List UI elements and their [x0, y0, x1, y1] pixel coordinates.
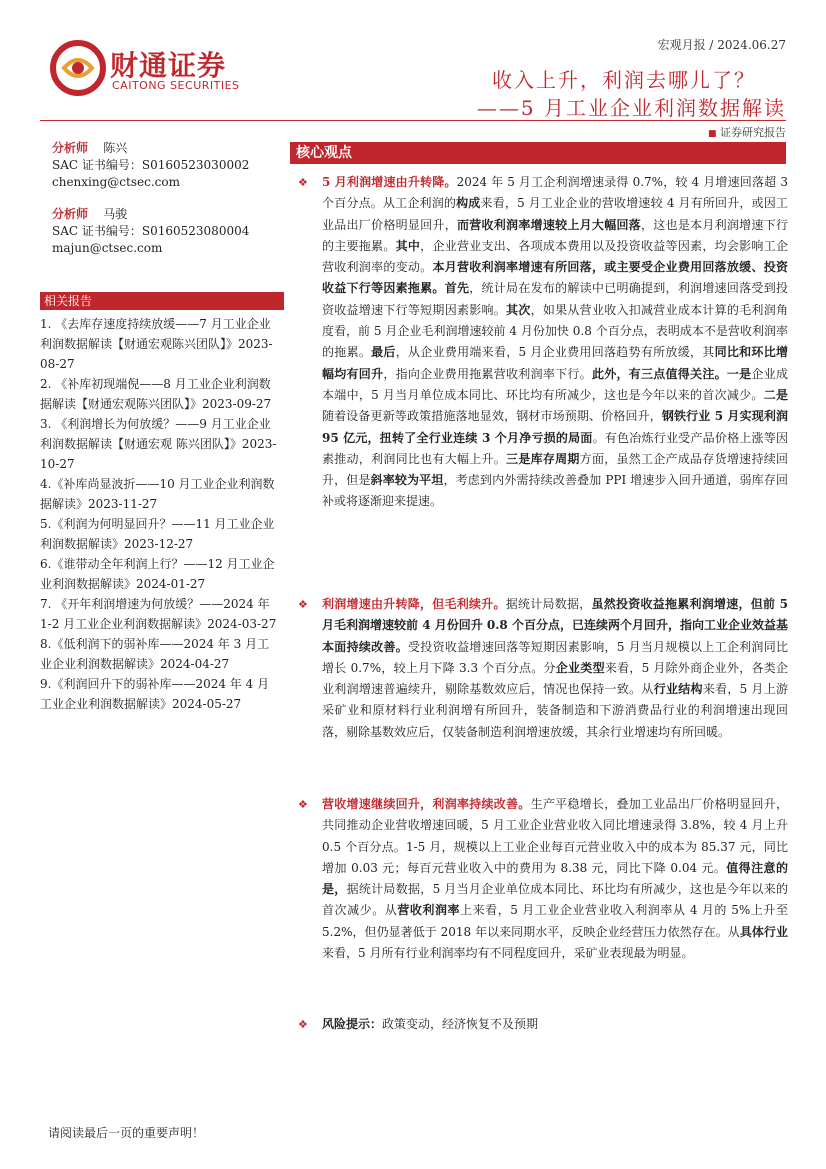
core-views-title: 核心观点	[290, 142, 786, 164]
list-item[interactable]: 2. 《补库初现端倪——8 月工业企业利润数据解读【财通宏观陈兴团队】》2023-09-27	[40, 377, 272, 411]
analyst-sac: SAC 证书编号：S0160523080004	[52, 224, 250, 238]
paragraph-emphasis: 营收利润率	[397, 903, 461, 918]
caitong-logo-icon	[50, 40, 106, 96]
paragraph-text: 来看，5 月上游采矿业和原材料行业利润增有所回升，装备制造和下游消费品行业的利润增速出现回落，剔除基数效应后，仅装备制造利润增速放缓，其余行业增速均有所回暖。	[322, 682, 788, 739]
paragraph-emphasis: 此外，有三点值得关注。一是	[591, 366, 752, 381]
list-item[interactable]: 3. 《利润增长为何放缓？——9 月工业企业利润数据解读【财通宏观 陈兴团队】》2023-10-27	[40, 417, 277, 471]
list-item[interactable]: 6.《谁带动全年利润上行？——12 月工业企业利润数据解读》2024-01-27	[40, 557, 275, 591]
paragraph-emphasis: 斜率较为平坦	[370, 473, 444, 488]
list-item[interactable]: 8.《低利润下的弱补库——2024 年 3 月工业企业利润数据解读》2024-04-27	[40, 637, 270, 671]
paragraph-text: 。有色冶炼行业受产品价格上涨等因素推动，利润同比也有大幅上升。	[322, 430, 788, 466]
analyst-sac: SAC 证书编号：S0160523030002	[52, 158, 250, 172]
diamond-bullet-icon: ❖	[298, 798, 308, 811]
logo-text-cn: 财通证券	[110, 49, 227, 82]
paragraph-text: 随着设备更新等政策措施落地显效，钢材市场预期、价格回升，	[322, 409, 662, 424]
paragraph-emphasis: 同比和环比增幅均有回升	[322, 345, 788, 381]
paragraph-emphasis: 虽然投资收益拖累利润增速，但前 5 月毛利润增速较前 4 月份回升 0.8 个百分点，已连续两个月回升，指向工业企业效益基本面持续改善。	[322, 597, 788, 654]
analyst-email[interactable]: chenxing@ctsec.com	[52, 175, 180, 189]
paragraph-text: 上来看，5 月工业企业营业收入利润率从 4 月的 5%上升至 5.2%，但仍显著低于 2018 年以来同期水平，反映企业经营压力依然存在。从	[322, 903, 788, 939]
paragraph-emphasis: 具体行业	[739, 924, 788, 939]
paragraph-text: 生产平稳增长，叠加工业品出厂价格明显回升，共同推动企业营收增速回暖，5 月工业企业营业收入同比增速录得 3.8%，较 4 月上升 0.5 个百分点。1-5 月，规模以上工业企业每百元营业收入中的成本为 85.37 元，同比增加 0.03 元；每百元营业收入中的费用为 8.38 元，同比下降 0.04 元。	[322, 797, 788, 875]
diamond-bullet-icon: ❖	[298, 176, 308, 189]
paragraph-text: 2024 年 5 月工企利润增速录得 0.7%，较 4 月增速回落超 3 个百分点。从工企利润的	[322, 175, 788, 211]
risk-text: 政策变动，经济恢复不及预期	[382, 1017, 539, 1031]
core-paragraph-2	[298, 594, 788, 743]
square-icon: ■	[707, 129, 717, 139]
paragraph-emphasis: 三是库存周期	[506, 451, 580, 466]
diamond-bullet-icon: ❖	[298, 598, 308, 611]
paragraph-text: ，企业营业支出、各项成本费用以及投资收益等因素，均会影响工企营收利润率的变动。	[322, 238, 788, 275]
analyst-name: 马骏	[103, 207, 128, 221]
paragraph-text: 方面，虽然工企产成品存货增速持续回升，但是	[322, 451, 788, 488]
risk-label: 风险提示：	[322, 1017, 383, 1031]
paragraph-emphasis: 二是	[763, 387, 788, 402]
report-meta: 宏观月报 / 2024.06.27	[657, 38, 786, 52]
paragraph-emphasis: 行业结构	[653, 682, 703, 697]
related-reports-list	[40, 314, 278, 714]
analyst-label: 分析师	[52, 141, 89, 155]
analyst-email[interactable]: majun@ctsec.com	[52, 241, 163, 255]
analyst-card	[52, 140, 249, 191]
paragraph-text: 企业成本端中，5 月当月单位成本同比、环比均有所减少，这也是今年以来的首次减少。	[322, 366, 788, 402]
paragraph-text: ，如果从营业收入扣减营业成本计算的毛利润角度看，前 5 月企业毛利润增速较前 4 月份加快 0.8 个百分点，表明成本不是营收利润率的拖累。	[322, 302, 788, 360]
logo-text-en: CAITONG SECURITIES	[112, 79, 240, 92]
related-reports-title: 相关报告	[40, 292, 284, 310]
paragraph-emphasis: 构成	[456, 196, 481, 211]
analyst-name: 陈兴	[103, 141, 128, 155]
analyst-card	[52, 206, 249, 257]
paragraph-text: 来看，5 月除外商企业外，各类企业利润增速普遍续升，剔除基数效应后，情况也保持一致。从	[322, 660, 788, 697]
paragraph-emphasis: 其中	[395, 238, 421, 253]
paragraph-text: ，这也是本月利润增速下行的主要拖累。	[322, 217, 788, 253]
footer-disclaimer: 请阅读最后一页的重要声明！	[48, 1126, 205, 1140]
paragraph-emphasis: 钢铁行业 5 月实现利润 95 亿元，扭转了全行业连续 3 个月净亏损的局面	[322, 409, 788, 445]
report-subtitle: ——5 月工业企业利润数据解读	[476, 96, 786, 120]
paragraph-emphasis: 企业类型	[555, 660, 605, 675]
core-paragraph-1	[298, 172, 788, 513]
risk-warning	[298, 1014, 788, 1035]
paragraph-text: ，指向企业费用拖累营收利润率下行。	[383, 366, 592, 381]
paragraph-text: ，考虑到内外需持续改善叠加 PPI 增速步入回升通道，弱库存回补或将逐渐迎来提速。	[322, 473, 788, 509]
paragraph-emphasis: 本月营收利润率增速有所回落，或主要受企业费用回落放缓、投资收益下行等因素拖累。首先	[322, 260, 788, 296]
paragraph-text: 据统计局数据，5 月当月企业单位成本同比、环比均有所减少，这也是今年以来的首次减少。从	[322, 882, 788, 918]
paragraph-emphasis: 而营收利润率增速较上月大幅回落	[456, 217, 642, 232]
paragraph-heading: 5 月利润增速由升转降。	[322, 175, 457, 189]
core-paragraph-3	[298, 794, 788, 964]
paragraph-text: 来看，5 月所有行业利润率均有不同程度回升，采矿业表现最为明显。	[322, 946, 694, 961]
analyst-label: 分析师	[52, 207, 89, 221]
list-item[interactable]: 5.《利润为何明显回升？——11 月工业企业利润数据解读》2023-12-27	[40, 517, 275, 551]
list-item[interactable]: 4.《补库尚显波折——10 月工业企业利润数据解读》2023-11-27	[40, 477, 275, 511]
paragraph-heading: 利润增速由升转降，但毛利续升。	[322, 597, 506, 611]
list-item[interactable]: 9.《利润回升下的弱补库——2024 年 4 月工业企业利润数据解读》2024-05-27	[40, 677, 270, 711]
paragraph-text: 据统计局数据，	[505, 597, 592, 611]
report-type-label: 证券研究报告	[720, 126, 786, 139]
paragraph-text: ，从企业费用端来看，5 月企业费用回落趋势有所放缓，其	[395, 345, 715, 360]
paragraph-emphasis: 其次	[506, 302, 531, 317]
paragraph-emphasis: 最后	[371, 345, 396, 360]
paragraph-text: 来看，5 月工业企业的营收增速较 4 月有所回升，或因工业品出厂价格明显回升，	[322, 196, 788, 232]
list-item[interactable]: 1. 《去库存速度持续放缓——7 月工业企业利润数据解读【财通宏观陈兴团队】》2023-08-27	[40, 317, 273, 371]
report-type	[708, 124, 786, 140]
diamond-bullet-icon: ❖	[298, 1018, 308, 1031]
paragraph-text: 受投资收益增速回落等短期因素影响，5 月当月规模以上工企利润同比增长 0.7%，较上月下降 3.3 个百分点。分	[322, 639, 788, 675]
list-item[interactable]: 7. 《开年利润增速为何放缓？——2024 年 1-2 月工业企业利润数据解读》2024-03-27	[40, 597, 277, 631]
paragraph-heading: 营收增速继续回升，利润率持续改善。	[322, 797, 531, 811]
paragraph-text: ，统计局在发布的解读中已明确提到，利润增速回落受到投资收益增速下行等短期因素影响。	[322, 281, 788, 317]
header-divider	[40, 120, 786, 121]
paragraph-emphasis: 值得注意的是，	[322, 860, 788, 897]
report-title: 收入上升，利润去哪儿了？	[492, 68, 756, 92]
